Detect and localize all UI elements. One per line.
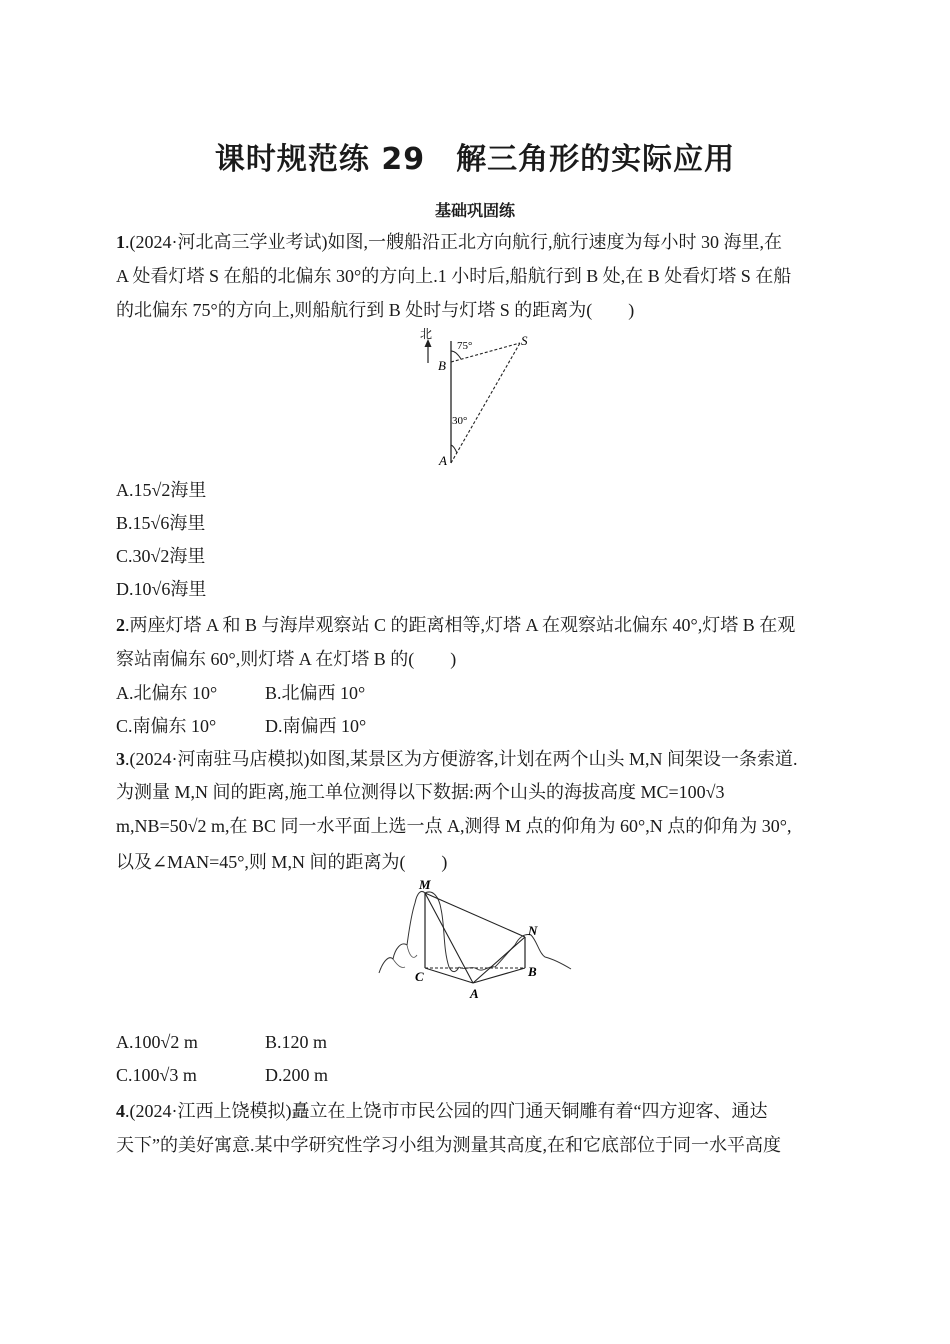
point-label-S: S	[521, 333, 528, 348]
q3-option-c: C.100√3 m	[116, 1065, 197, 1085]
segment-MN	[425, 893, 525, 937]
q1-line-1: 1.(2024·河北高三学业考试)如图,一艘船沿正北方向航行,航行速度为每小时 30 海里,在	[116, 232, 782, 252]
north-label: 北	[420, 327, 433, 341]
q3-line-3: m,NB=50√2 m,在 BC 同一水平面上选一点 A,测得 M 点的仰角为 60°,N 点的仰角为 30°,	[116, 816, 792, 836]
section-heading: 基础巩固练	[434, 201, 515, 220]
q3-option-b: B.120 m	[265, 1032, 328, 1052]
q3-option-d: D.200 m	[265, 1065, 328, 1085]
q3-line-1: 3.(2024·河南驻马店模拟)如图,某景区为方便游客,计划在两个山头 M,N 间架设一条索道.	[116, 749, 798, 769]
segment-MA	[425, 893, 473, 983]
segment-AS	[451, 343, 520, 463]
mountain-left	[379, 891, 459, 973]
angle-label-75: 75°	[457, 340, 473, 352]
q2-line-2: 察站南偏东 60°,则灯塔 A 在灯塔 B 的( )	[116, 649, 457, 669]
q1-line-2: A 处看灯塔 S 在船的北偏东 30°的方向上.1 小时后,船航行到 B 处,在 B 处看灯塔 S 在船	[116, 266, 792, 286]
q1-line-3: 的北偏东 75°的方向上,则船航行到 B 处时与灯塔 S 的距离为( )	[116, 300, 635, 320]
page-title: 课时规范练 29 解三角形的实际应用	[214, 142, 736, 177]
segment-NA	[473, 937, 525, 983]
q1-option-c: C.30√2海里	[116, 546, 206, 566]
q3-number: 3	[116, 749, 125, 769]
angle-arc-75	[451, 351, 461, 359]
q4-number: 4	[116, 1101, 125, 1121]
q3-line-4: 以及∠MAN=45°,则 M,N 间的距离为( )	[116, 852, 448, 872]
q2-option-d: D.南偏西 10°	[265, 716, 367, 736]
q3-option-a: A.100√2 m	[116, 1032, 198, 1052]
point-label-B: B	[528, 964, 537, 979]
angle-arc-30	[451, 445, 457, 453]
q1-option-d: D.10√6海里	[116, 579, 207, 599]
q4-line-2: 天下”的美好寓意.某中学研究性学习小组为测量其高度,在和它底部位于同一水平高度	[116, 1135, 781, 1155]
q2-option-b: B.北偏西 10°	[265, 683, 366, 703]
q1-number: 1	[116, 232, 125, 252]
q2-option-c: C.南偏东 10°	[116, 716, 217, 736]
point-label-M: M	[419, 877, 431, 892]
q2-line-1: 2.两座灯塔 A 和 B 与海岸观察站 C 的距离相等,灯塔 A 在观察站北偏东 40°,灯塔 B 在观	[116, 615, 796, 635]
point-label-C: C	[415, 969, 424, 984]
point-label-B: B	[438, 358, 446, 373]
q2-number: 2	[116, 615, 125, 635]
q1-option-a: A.15√2海里	[116, 480, 207, 500]
q1-figure	[410, 325, 550, 470]
q2-option-a: A.北偏东 10°	[116, 683, 218, 703]
q3-figure	[375, 875, 580, 1005]
q3-line-2: 为测量 M,N 间的距离,施工单位测得以下数据:两个山头的海拔高度 MC=100√3	[116, 782, 725, 802]
q4-line-1: 4.(2024·江西上饶模拟)矗立在上饶市市民公园的四门通天铜雕有着“四方迎客、通达	[116, 1101, 768, 1121]
point-label-A: A	[470, 986, 479, 1001]
q1-option-b: B.15√6海里	[116, 513, 206, 533]
point-label-A: A	[439, 453, 447, 468]
point-label-N: N	[528, 923, 538, 938]
angle-label-30: 30°	[452, 415, 468, 427]
